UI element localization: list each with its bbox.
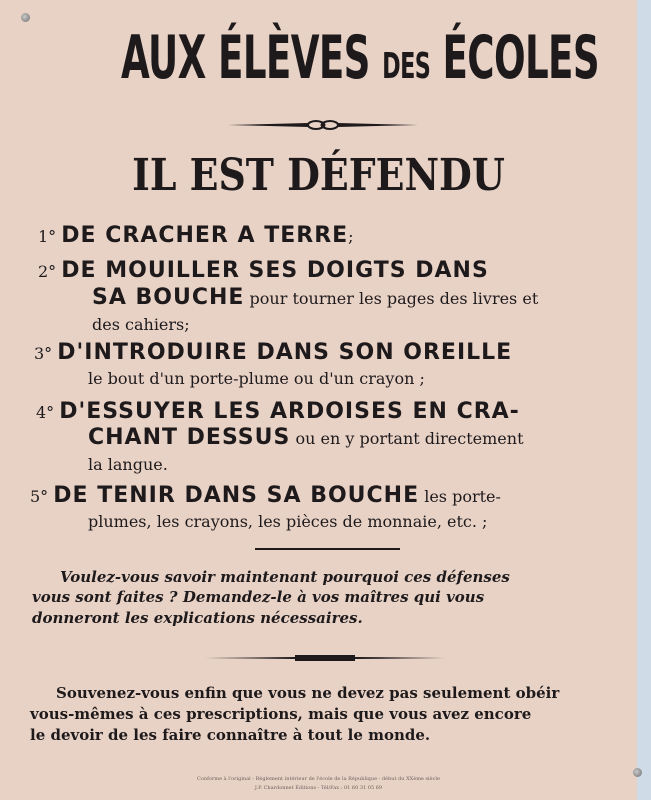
title-part2: ÉCOLES — [442, 23, 600, 93]
rule-text: pour tourner les pages des livres et — [249, 289, 539, 308]
question-line-3: donneront les explications nécessaires. — [32, 609, 363, 627]
rule-4-line-1 — [36, 399, 520, 424]
title-des: DES — [382, 46, 431, 87]
rule-number: 3° — [34, 344, 53, 363]
footer — [0, 775, 637, 793]
question-line-2: vous sont faites ? Demandez-le à vos maîtres qui vous — [32, 588, 485, 606]
rule-4-line-2 — [88, 425, 524, 450]
rule-3-line-1 — [34, 340, 512, 365]
closing-line-2: vous-mêmes à ces prescriptions, mais que vous avez encore — [30, 705, 532, 723]
footer-line-1: Conforme à l'original - Règlement intérieur de l'école de la République - début du XXème siècle — [197, 776, 440, 782]
rule-bold: D'INTRODUIRE DANS SON OREILLE — [57, 340, 513, 365]
rule-2-line-3: des cahiers; — [92, 315, 190, 334]
rule-2-line-2 — [92, 285, 538, 310]
rule-4-line-3: la langue. — [88, 455, 168, 474]
question-line-1: Voulez-vous savoir maintenant pourquoi ces défenses — [60, 568, 510, 586]
wall-edge — [637, 0, 651, 800]
rule-5-line-1 — [30, 483, 501, 508]
closing-line-1: Souvenez-vous enfin que vous ne devez pas seulement obéir — [56, 684, 560, 702]
rule-3-line-2: le bout d'un porte-plume ou d'un crayon ; — [88, 369, 425, 388]
rule-number: 4° — [36, 403, 55, 422]
rule-number: 1° — [38, 227, 57, 246]
poster-title — [121, 20, 600, 105]
divider-line — [255, 548, 400, 550]
rule-number: 5° — [30, 487, 49, 506]
rule-text: ou en y portant directement — [295, 429, 524, 448]
rule-bold: DE CRACHER A TERRE — [61, 223, 349, 248]
closing-line-3: le devoir de les faire connaître à tout le monde. — [30, 726, 431, 744]
title-part1: AUX ÉLÈVES — [121, 23, 370, 93]
rule-2-line-1 — [38, 258, 489, 283]
pin-top-left — [21, 13, 30, 22]
footer-line-2: J.P. Chardonnet Éditions - Tél/Fax : 01 60 31 05 69 — [254, 785, 383, 791]
rule-bold: D'ESSUYER LES ARDOISES EN CRA- — [59, 399, 520, 424]
rule-bold: SA BOUCHE — [92, 285, 245, 310]
rule-bold: DE TENIR DANS SA BOUCHE — [53, 483, 420, 508]
rule-text: les porte- — [424, 487, 501, 506]
ornament-divider — [228, 118, 418, 132]
rule-bold: CHANT DESSUS — [88, 425, 291, 450]
bottom-ornament-divider — [205, 652, 445, 664]
rule-tail: ; — [348, 227, 354, 246]
rule-bold: DE MOUILLER SES DOIGTS DANS — [61, 258, 489, 283]
poster-subtitle: IL EST DÉFENDU — [132, 150, 505, 201]
rule-5-line-2: plumes, les crayons, les pièces de monnaie, etc. ; — [88, 512, 488, 531]
rule-number: 2° — [38, 262, 57, 281]
rule-1 — [38, 223, 354, 248]
